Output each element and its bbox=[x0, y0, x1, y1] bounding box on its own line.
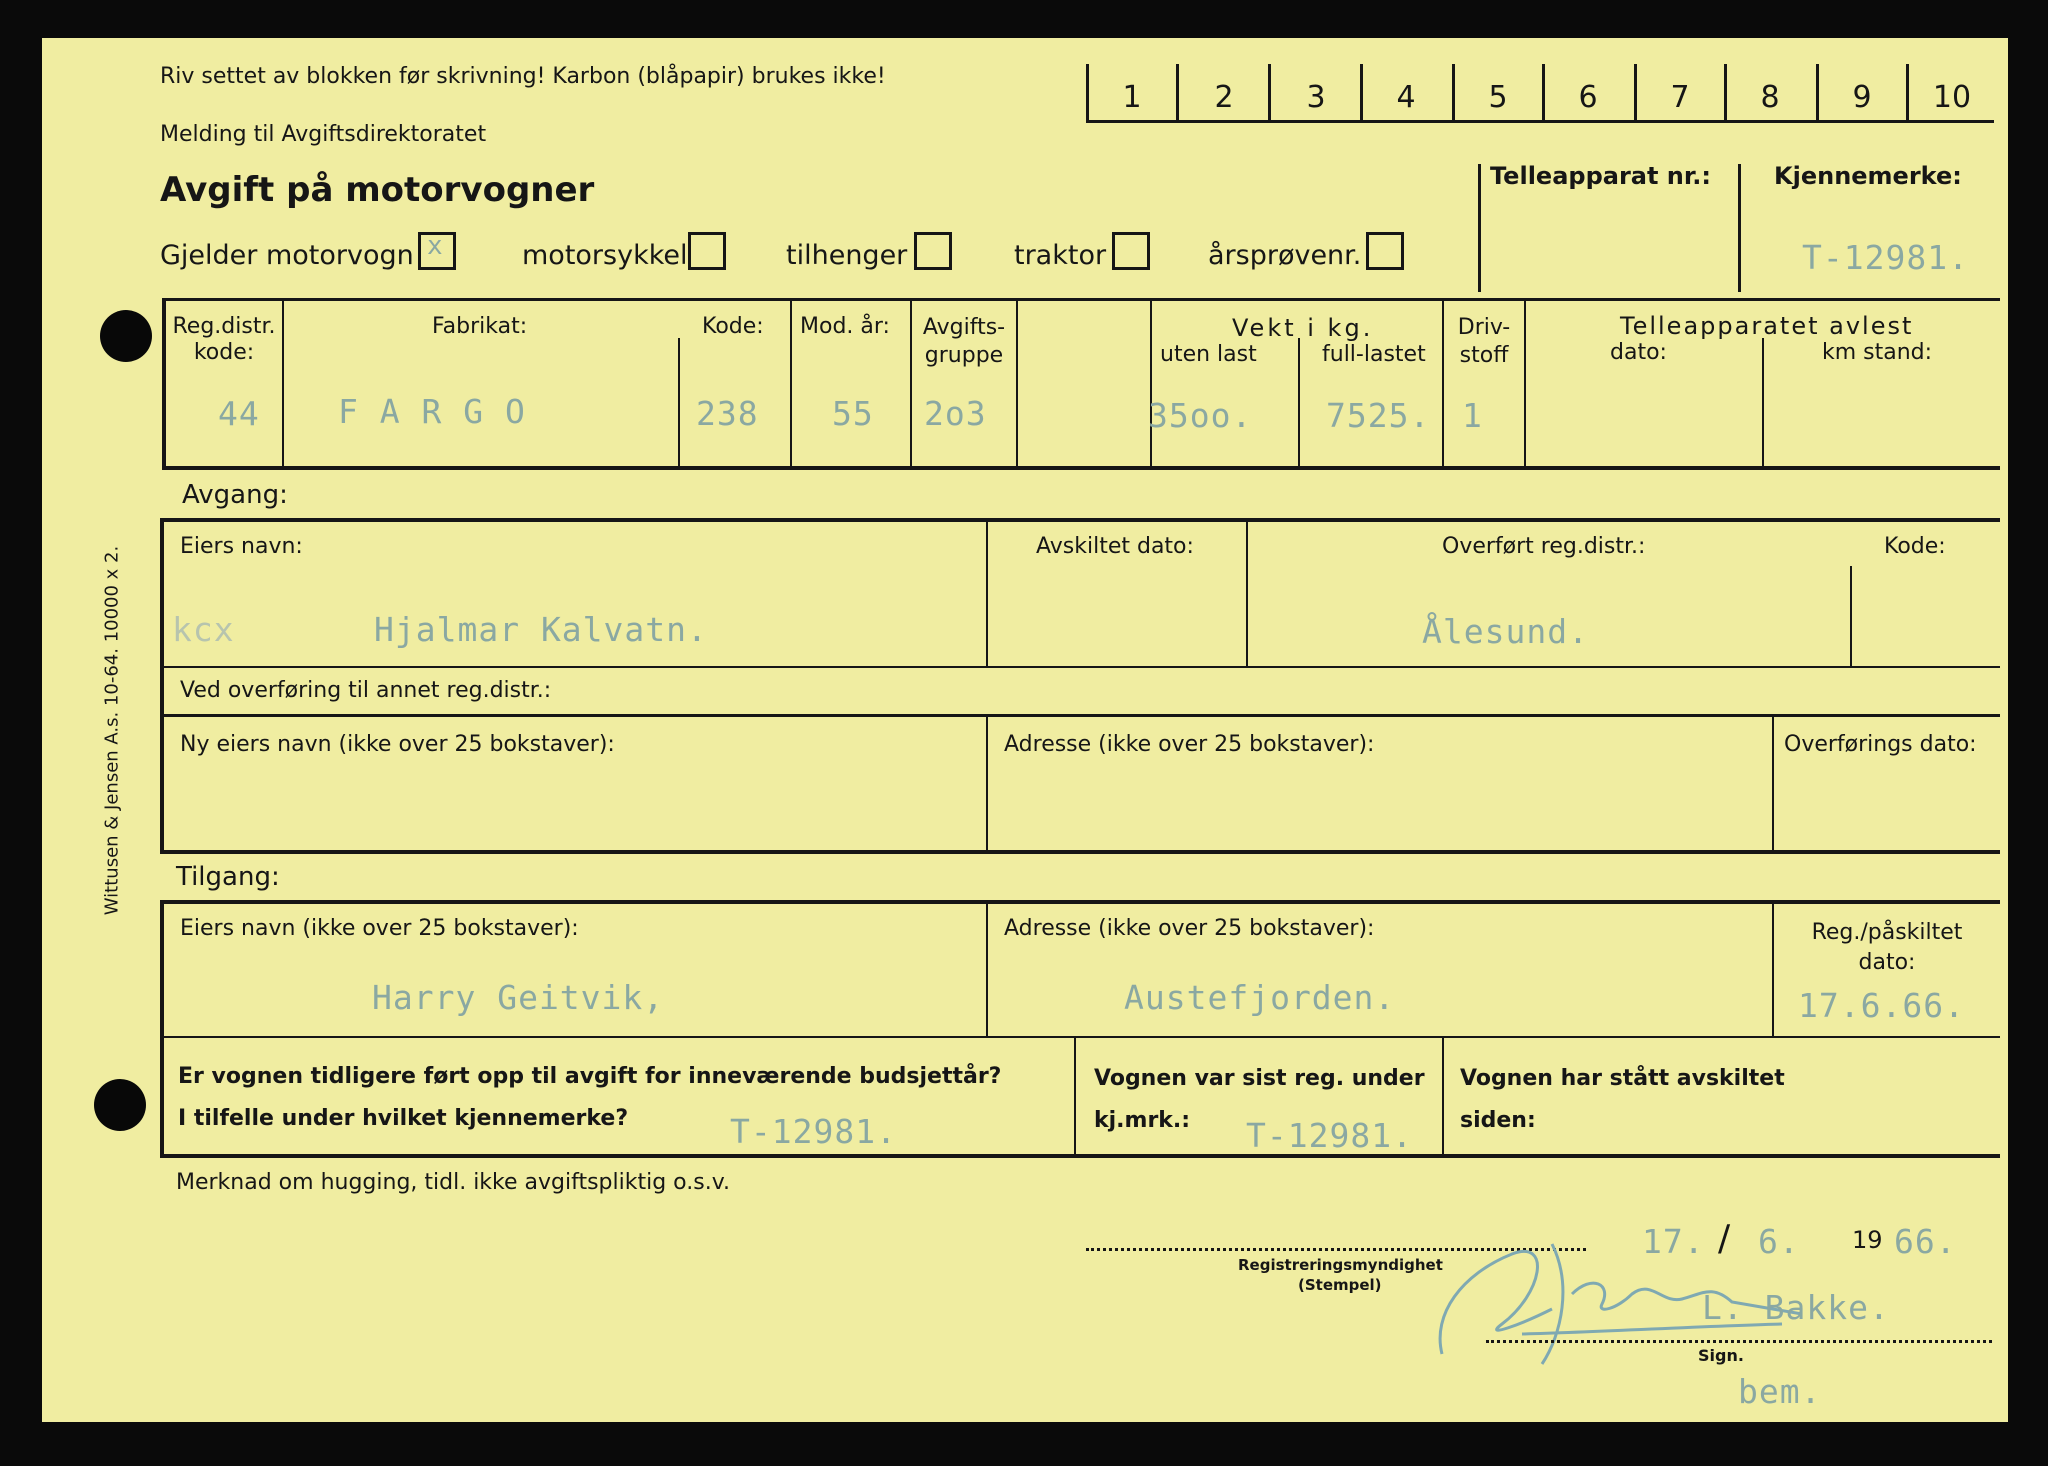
question-budsjettar: Er vognen tidligere ført opp til avgift for inneværende budsjettår? bbox=[178, 1064, 1002, 1089]
registrering-label: Registreringsmyndighet bbox=[1238, 1256, 1443, 1274]
recipient-text: Melding til Avgiftsdirektoratet bbox=[160, 122, 487, 147]
reg-distr-value: 44 bbox=[218, 394, 260, 433]
fabrikat-value: F A R G O bbox=[338, 392, 526, 431]
ny-eiers-label: Ny eiers navn (ikke over 25 bokstaver): bbox=[180, 732, 615, 757]
sign-line bbox=[1486, 1340, 1992, 1343]
tilgang-adresse-label: Adresse (ikke over 25 bokstaver): bbox=[1004, 916, 1375, 941]
date-month: 6. bbox=[1758, 1222, 1800, 1261]
date-century: 19 bbox=[1852, 1226, 1883, 1254]
full-lastet-value: 7525. bbox=[1326, 396, 1431, 435]
tilgang-eiers-navn-value: Harry Geitvik, bbox=[372, 978, 665, 1017]
vehicle-type-prefix: Gjelder motorvogn bbox=[160, 240, 414, 271]
km-stand-label: km stand: bbox=[1822, 340, 1933, 365]
instruction-text: Riv settet av blokken før skrivning! Karbon (blåpapir) brukes ikke! bbox=[160, 64, 886, 89]
reg-paskiltet-label: Reg./påskiltet dato: bbox=[1811, 920, 1963, 975]
strip-number: 6 bbox=[1578, 80, 1598, 115]
merknad-label: Merknad om hugging, tidl. ikke avgiftspliktig o.s.v. bbox=[176, 1170, 731, 1195]
stempel-label: (Stempel) bbox=[1298, 1276, 1382, 1294]
avgang-adresse-label: Adresse (ikke over 25 bokstaver): bbox=[1004, 732, 1375, 757]
uten-last-label: uten last bbox=[1160, 342, 1257, 367]
motorvogn-mark: x bbox=[427, 231, 444, 261]
tilhenger-label: tilhenger bbox=[786, 240, 908, 271]
ved-overforing-label: Ved overføring til annet reg.distr.: bbox=[180, 678, 552, 703]
avskiltet-dato-label: Avskiltet dato: bbox=[1036, 534, 1194, 559]
sist-reg-label: Vognen var sist reg. under bbox=[1094, 1066, 1425, 1091]
sist-kjmrk-value: T-12981. bbox=[1246, 1116, 1413, 1155]
form-title: Avgift på motorvogner bbox=[160, 170, 595, 210]
mod-ar-value: 55 bbox=[832, 394, 874, 433]
reg-distr-label: Reg.distr. kode: bbox=[172, 314, 276, 365]
avskiltet-siden-label-2: siden: bbox=[1460, 1108, 1536, 1133]
tilgang-eiers-navn-label: Eiers navn (ikke over 25 bokstaver): bbox=[180, 916, 579, 941]
avgang-eiers-navn-label: Eiers navn: bbox=[180, 534, 303, 559]
strip-number: 9 bbox=[1852, 80, 1872, 115]
strip-number: 1 bbox=[1122, 80, 1142, 115]
overfort-label: Overført reg.distr.: bbox=[1442, 534, 1646, 559]
telleapparat-nr-label: Telleapparat nr.: bbox=[1490, 162, 1712, 190]
avgiftsgruppe-label: Avgifts- gruppe bbox=[922, 315, 1006, 368]
tilhenger-checkbox[interactable] bbox=[914, 232, 952, 270]
question-kjennemerke-value: T-12981. bbox=[730, 1112, 897, 1151]
traktor-checkbox[interactable] bbox=[1112, 232, 1150, 270]
tilgang-section-label: Tilgang: bbox=[176, 862, 280, 892]
strip-number: 5 bbox=[1488, 80, 1508, 115]
mod-ar-label: Mod. år: bbox=[800, 314, 890, 339]
avskiltet-siden-label-1: Vognen har stått avskiltet bbox=[1460, 1066, 1785, 1091]
strip-number: 8 bbox=[1760, 80, 1780, 115]
date-separator: / bbox=[1718, 1218, 1731, 1259]
overfort-value: Ålesund. bbox=[1422, 612, 1589, 651]
tilgang-adresse-value: Austefjorden. bbox=[1124, 978, 1396, 1017]
reg-paskiltet-value: 17.6.66. bbox=[1798, 986, 1965, 1025]
overforings-dato-label: Overførings dato: bbox=[1784, 732, 1977, 757]
signer-name: L. Bakke. bbox=[1702, 1288, 1890, 1327]
arsprovenr-label: årsprøvenr. bbox=[1208, 240, 1362, 271]
kjennemerke-label: Kjennemerke: bbox=[1774, 162, 1962, 190]
sign-label: Sign. bbox=[1698, 1346, 1744, 1365]
sist-kjmrk-label: kj.mrk.: bbox=[1094, 1108, 1191, 1133]
arsprovenr-checkbox[interactable] bbox=[1366, 232, 1404, 270]
motorsykkel-label: motorsykkel bbox=[522, 240, 688, 271]
drivstoff-label: Driv- stoff bbox=[1457, 315, 1511, 368]
kode-label: Kode: bbox=[702, 314, 764, 339]
strip-number: 10 bbox=[1932, 80, 1972, 115]
form-paper bbox=[42, 38, 2008, 1422]
side-print: Wittusen & Jensen A.s. 10-64. 10000 x 2. bbox=[101, 545, 123, 916]
strip-number: 2 bbox=[1214, 80, 1234, 115]
avgang-eiers-navn-value: Hjalmar Kalvatn. bbox=[374, 610, 708, 649]
uten-last-value: 35oo. bbox=[1148, 396, 1253, 435]
avlest-dato-label: dato: bbox=[1610, 340, 1667, 365]
signer-title: bem. bbox=[1738, 1372, 1822, 1411]
strip-number: 4 bbox=[1396, 80, 1416, 115]
avgang-eiers-prefix: kcx bbox=[172, 610, 235, 649]
question-kjennemerke: I tilfelle under hvilket kjennemerke? bbox=[178, 1106, 629, 1131]
motorsykkel-checkbox[interactable] bbox=[688, 232, 726, 270]
strip-number: 3 bbox=[1306, 80, 1326, 115]
kode-value: 238 bbox=[696, 394, 759, 433]
traktor-label: traktor bbox=[1014, 240, 1107, 271]
punch-hole-top bbox=[100, 310, 152, 362]
avgang-kode-label: Kode: bbox=[1884, 534, 1946, 559]
fabrikat-label: Fabrikat: bbox=[432, 314, 528, 339]
avgiftsgruppe-value: 2o3 bbox=[924, 394, 987, 433]
drivstoff-value: 1 bbox=[1462, 396, 1483, 435]
date-day: 17. bbox=[1642, 1222, 1705, 1261]
strip-number: 7 bbox=[1670, 80, 1690, 115]
punch-hole-bottom bbox=[94, 1079, 146, 1131]
date-year: 66. bbox=[1894, 1222, 1957, 1261]
full-lastet-label: full-lastet bbox=[1322, 342, 1426, 367]
telleapparat-avlest-label: Telleapparatet avlest bbox=[1620, 312, 1914, 340]
avgang-section-label: Avgang: bbox=[182, 480, 288, 510]
vekt-label: Vekt i kg. bbox=[1232, 314, 1374, 342]
kjennemerke-value: T-12981. bbox=[1802, 238, 1969, 277]
motorvogn-checkbox[interactable] bbox=[418, 232, 456, 270]
